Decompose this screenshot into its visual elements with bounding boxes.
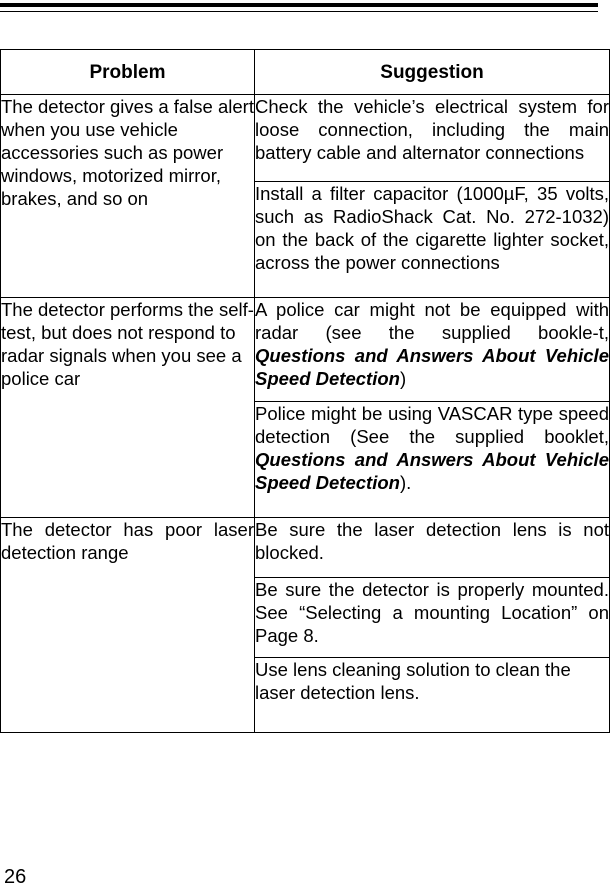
suggestion-cell: Check the vehicle’s electrical system for loose connection, including the main battery cable and alternator connections <box>255 95 610 182</box>
suggestion-cell <box>255 298 610 402</box>
problem-column-header: Problem <box>1 50 255 95</box>
suggestion-text-end: ) <box>399 368 407 389</box>
table-row <box>1 518 610 578</box>
suggestion-text: Police might be using VASCAR type speed detection (See the supplied booklet, <box>255 403 609 447</box>
booklet-title: Questions and Answers About Vehicle Speed Detection <box>255 345 609 389</box>
suggestion-text-end: ). <box>399 472 412 493</box>
suggestion-cell: Be sure the detector is properly mounted. See “Selecting a mounting Location” on Page 8. <box>255 578 610 658</box>
suggestion-cell: Use lens cleaning solution to clean the laser detection lens. <box>255 658 610 733</box>
problem-cell: The detector has poor laser detection range <box>1 518 255 733</box>
table-header-row <box>1 50 610 95</box>
page-number: 26 <box>4 866 27 888</box>
suggestion-column-header: Suggestion <box>255 50 610 95</box>
suggestion-cell: Be sure the laser detection lens is not blocked. <box>255 518 610 578</box>
table-row <box>1 298 610 402</box>
top-rule-thick <box>0 3 598 7</box>
table-row <box>1 95 610 182</box>
troubleshooting-table <box>0 49 610 733</box>
booklet-title: Questions and Answers About Vehicle Speed Detection <box>255 449 609 493</box>
problem-cell: The detector performs the self-test, but does not respond to radar signals when you see a police car <box>1 298 255 518</box>
suggestion-cell: Install a filter capacitor (1000µF, 35 volts, such as RadioShack Cat. No. 272-1032) on the back of the cigarette lighter socket, across the power connections <box>255 182 610 298</box>
top-rule-thin <box>0 11 598 12</box>
suggestion-text: A police car might not be equipped with radar (see the supplied bookle-t, <box>255 299 609 343</box>
suggestion-cell <box>255 402 610 518</box>
problem-cell: The detector gives a false alert when you use vehicle accessories such as power windows, motorized mirror, brakes, and so on <box>1 95 255 298</box>
